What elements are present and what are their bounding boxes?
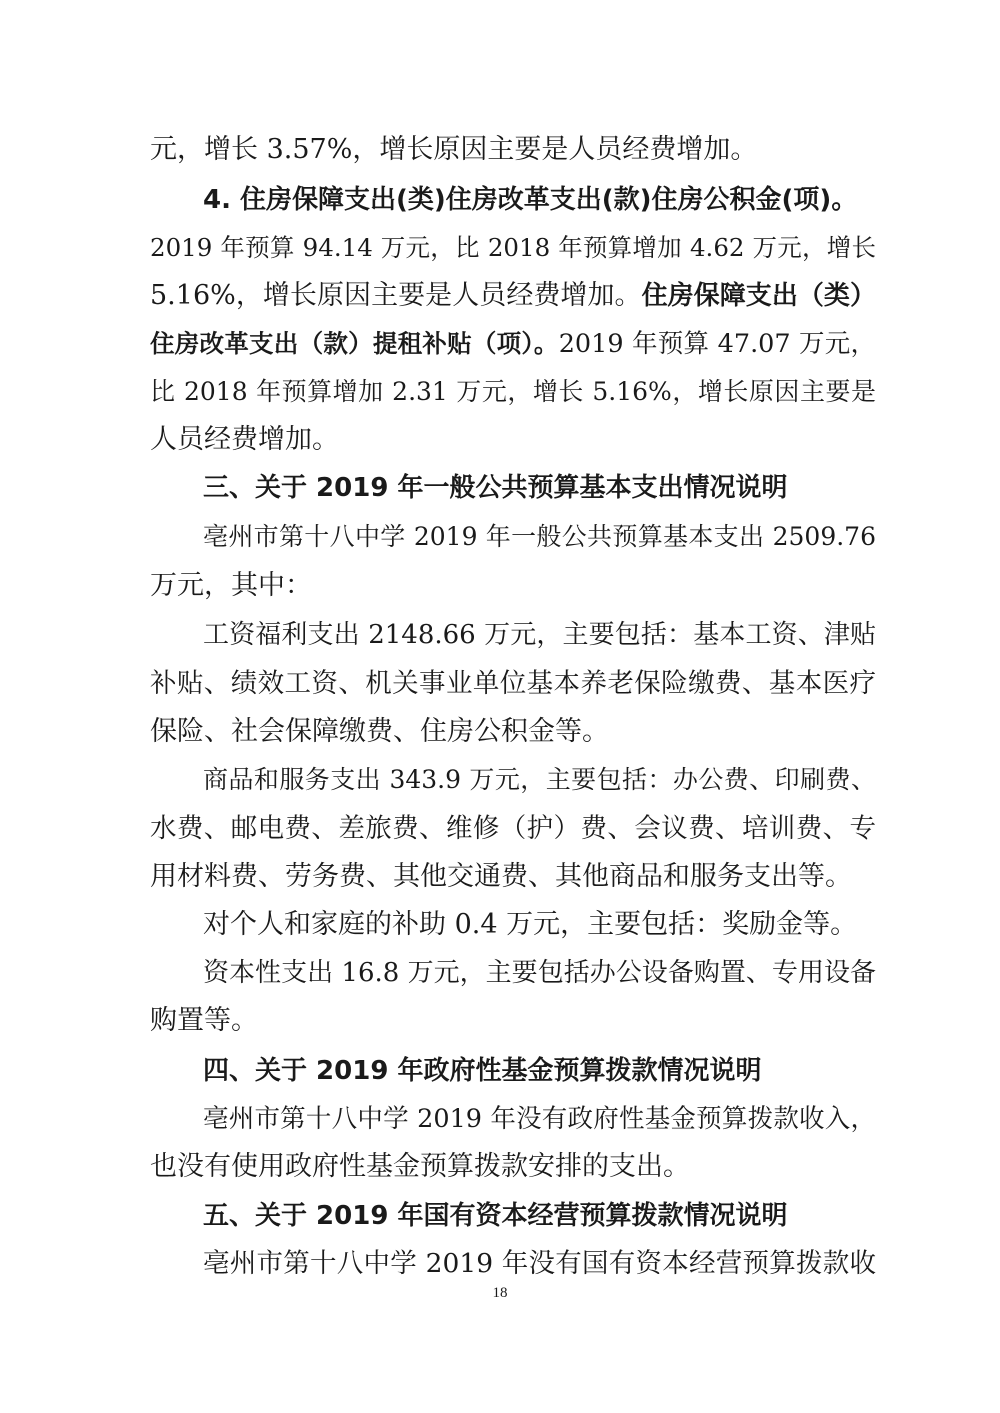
para-line: 亳州市第十八中学 2019 年一般公共预算基本支出 2509.76: [203, 522, 876, 551]
para-line: 对个人和家庭的补助 0.4 万元，主要包括：奖励金等。: [203, 909, 858, 940]
page-number: 18: [492, 1285, 508, 1301]
para-line: 资本性支出 16.8 万元，主要包括办公设备购置、专用设备: [203, 958, 876, 988]
para-line: 购置等。: [150, 1005, 258, 1036]
para-line: 商品和服务支出 343.9 万元，主要包括：办公费、印刷费、: [203, 765, 876, 794]
para-line: 也没有使用政府性基金预算拨款安排的支出。: [150, 1151, 690, 1182]
item-4-heading: 4. 住房保障支出(类)住房改革支出(款)住房公积金(项)。: [203, 185, 858, 215]
inline-heading: 住房保障支出（类）: [641, 281, 876, 311]
para-line: 亳州市第十八中学 2019 年没有国有资本经营预算拨款收: [203, 1248, 876, 1279]
para-line: 万元，其中：: [150, 570, 312, 601]
para-text: 2019 年预算 47.07 万元，: [558, 329, 877, 359]
para-line: 用材料费、劳务费、其他交通费、其他商品和服务支出等。: [150, 861, 852, 892]
section-3-heading: 三、关于 2019 年一般公共预算基本支出情况说明: [203, 473, 788, 503]
para-line: 水费、邮电费、差旅费、维修（护）费、会议费、培训费、专: [150, 813, 876, 844]
para-line: 2019 年预算 94.14 万元，比 2018 年预算增加 4.62 万元，增长: [150, 233, 876, 262]
inline-heading: 住房改革支出（款）提租补贴（项）。: [150, 329, 559, 358]
para-line: [150, 274, 876, 318]
section-4-heading: 四、关于 2019 年政府性基金预算拨款情况说明: [203, 1056, 762, 1086]
para-line: 人员经费增加。: [150, 424, 339, 455]
para-line: [150, 322, 876, 366]
para-text: 5.16%，增长原因主要是人员经费增加。: [150, 280, 642, 311]
section-5-heading: 五、关于 2019 年国有资本经营预算拨款情况说明: [203, 1201, 788, 1231]
para-line: 比 2018 年预算增加 2.31 万元，增长 5.16%，增长原因主要是: [150, 377, 876, 406]
para-line: 保险、社会保障缴费、住房公积金等。: [150, 716, 609, 747]
para-line: 亳州市第十八中学 2019 年没有政府性基金预算拨款收入，: [203, 1104, 876, 1134]
para-line: 元，增长 3.57%，增长原因主要是人员经费增加。: [150, 134, 758, 165]
para-line: 补贴、绩效工资、机关事业单位基本养老保险缴费、基本医疗: [150, 668, 876, 699]
para-line: 工资福利支出 2148.66 万元，主要包括：基本工资、津贴: [203, 620, 876, 650]
